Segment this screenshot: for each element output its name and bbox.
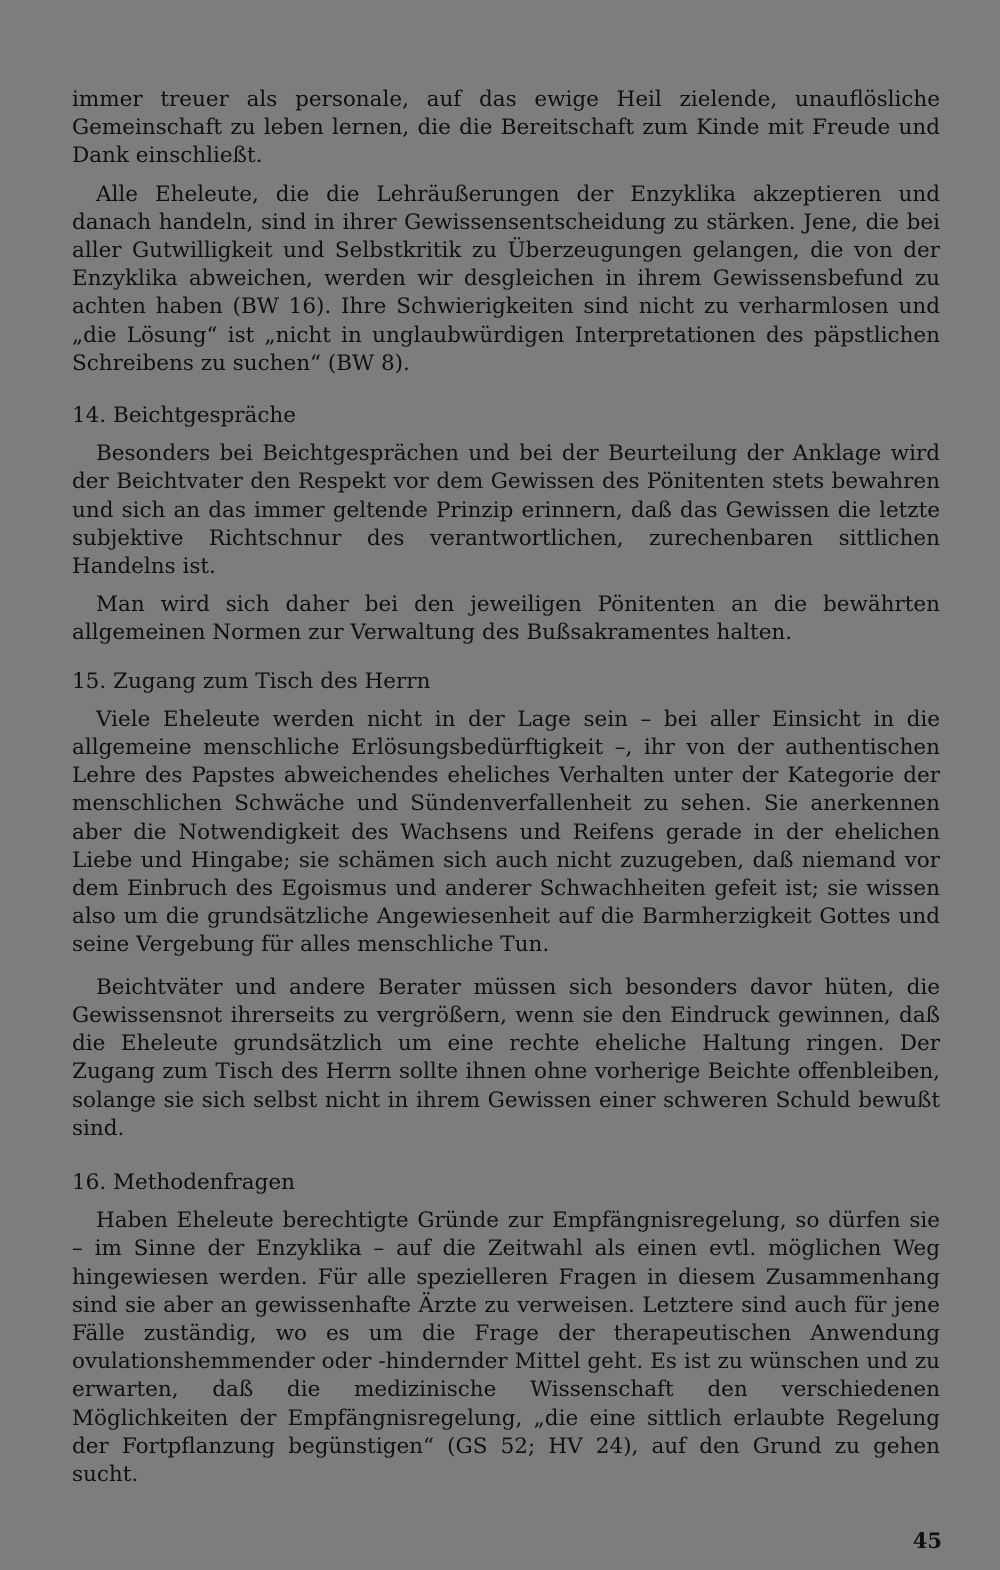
section-heading-16: 16. Methodenfragen [72,1169,295,1195]
paragraph-conscience: Alle Eheleute, die die Lehräußerungen der Enzyklika akzeptieren und danach handeln, sind in ihrer Gewissensentscheidung zu stärken. Jene, die bei aller Gutwilligkeit und Selbstkritik zu Überzeugungen gelangen, die von der Enzyklika abweichen, werden wir desgleichen in ihrem Gewissensbefund zu achten haben (BW 16). Ihre Schwierigkeiten sind nicht zu verharmlosen und „die Lösung“ ist „nicht in unglaubwürdigen Interpretationen des päpstlichen Schreibens zu suchen“ (BW 8). [72,181,940,376]
section-heading-14: 14. Beichtgespräche [72,403,296,429]
section-14-paragraph-1: Besonders bei Beichtgesprächen und bei der Beurteilung der Anklage wird der Beichtvater den Respekt vor dem Gewissen des Pönitenten stets bewahren und sich an das immer geltende Prinzip erinnern, daß das Gewissen die letzte subjektive Richtschnur des verantwortlichen, zurechenbaren sittlichen Handelns ist. [72,441,940,580]
section-heading-15: 15. Zugang zum Tisch des Herrn [72,668,431,694]
page-number: 45 [912,1528,942,1553]
section-16-paragraph-1: Haben Eheleute berechtigte Gründe zur Empfängnisregelung, so dürfen sie – im Sinne der Enzyklika – auf die Zeitwahl als einen evtl. möglichen Weg hingewiesen werden. Für alle spezielleren Fragen in diesem Zusammenhang sind sie aber an gewissenhafte Ärzte zu verweisen. Letztere sind auch für jene Fälle zuständig, wo es um die Frage der therapeutischen Anwendung ovulationshemmender oder -hindernder Mittel geht. Es ist zu wünschen und zu erwarten, daß die medizinische Wissenschaft den verschiedenen Möglichkeiten der Empfängnisregelung, „die eine sittlich erlaubte Regelung der Fortpflanzung begünstigen“ (GS 52; HV 24), auf den Grund zu gehen sucht. [72,1208,940,1487]
document-page [72,86,940,1489]
section-15-paragraph-1: Viele Eheleute werden nicht in der Lage sein – bei aller Einsicht in die allgemeine menschliche Erlösungsbedürftigkeit –, ihr von der authentischen Lehre des Papstes abweichendes eheliches Verhalten unter der Kategorie der menschlichen Schwäche und Sündenverfallenheit zu sehen. Sie anerkennen aber die Notwendigkeit des Wachsens und Reifens gerade in der ehelichen Liebe und Hingabe; sie schämen sich auch nicht zuzugeben, daß niemand vor dem Einbruch des Egoismus und anderer Schwachheiten gefeit ist; sie wissen also um die grundsätzliche Angewiesenheit auf die Barmherzigkeit Gottes und seine Vergebung für alles menschliche Tun. [72,706,940,958]
section-15-paragraph-2: Beichtväter und andere Berater müssen sich besonders davor hüten, die Gewissensnot ihrerseits zu vergrößern, wenn sie den Eindruck gewinnen, daß die Eheleute grundsätzlich um eine rechte eheliche Haltung ringen. Der Zugang zum Tisch des Herrn sollte ihnen ohne vorherige Beichte offenbleiben, solange sie sich selbst nicht in ihrem Gewissen einer schweren Schuld bewußt sind. [72,974,940,1141]
section-14-paragraph-2: Man wird sich daher bei den jeweiligen Pönitenten an die bewährten allgemeinen Normen zur Verwaltung des Bußsakramentes halten. [72,592,940,646]
paragraph-continuation: immer treuer als personale, auf das ewige Heil zielende, unauflösliche Gemeinschaft zu leben lernen, die die Bereitschaft zum Kinde mit Freude und Dank einschließt. [72,87,940,169]
